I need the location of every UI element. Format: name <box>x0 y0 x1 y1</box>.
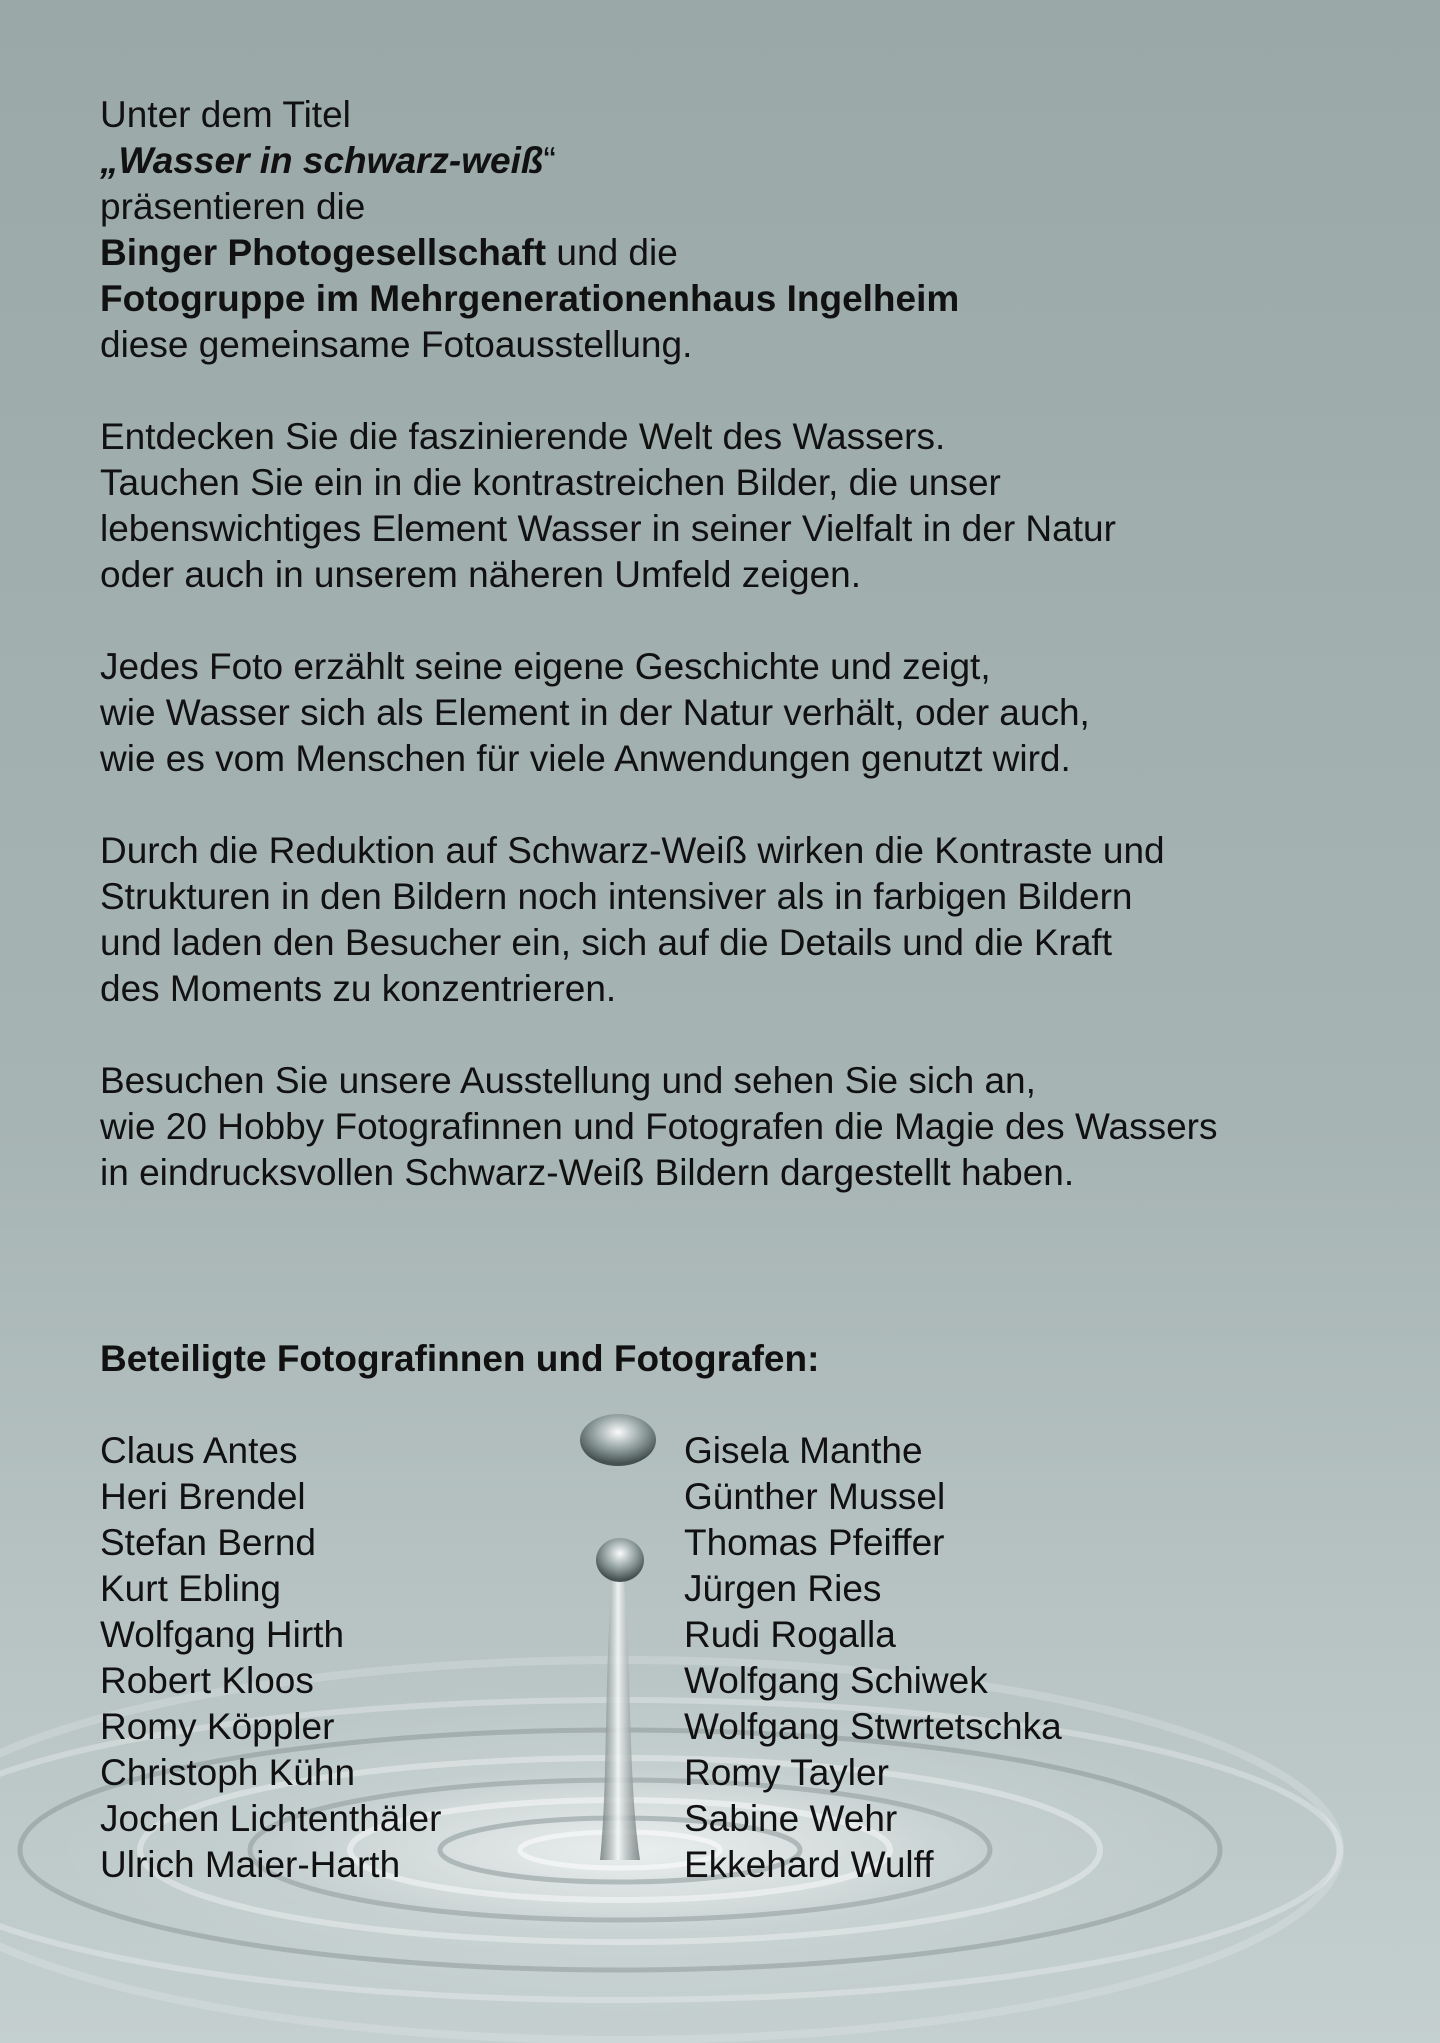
participant-name: Wolfgang Hirth <box>100 1614 345 1655</box>
paragraph-line: lebenswichtiges Element Wasser in seiner Vielfalt in der Natur <box>100 508 1116 549</box>
paragraph-line: Besuchen Sie unsere Ausstellung und sehen Sie sich an, <box>100 1060 1036 1101</box>
participant-name: Sabine Wehr <box>684 1798 898 1839</box>
paragraph-3 <box>100 828 1360 1012</box>
paragraph-line: Strukturen in den Bildern noch intensiver als in farbigen Bildern <box>100 876 1133 917</box>
participant-name: Jürgen Ries <box>684 1568 882 1609</box>
participant-name: Günther Mussel <box>684 1476 946 1517</box>
paragraph-line: Jedes Foto erzählt seine eigene Geschichte und zeigt, <box>100 646 991 687</box>
organizer-2: Fotogruppe im Mehrgenerationenhaus Ingelheim <box>100 278 960 319</box>
organizer-line <box>100 230 1360 276</box>
intro-line: Unter dem Titel <box>100 94 351 135</box>
paragraph-line: Tauchen Sie ein in die kontrastreichen Bilder, die unser <box>100 462 1001 503</box>
intro-block <box>100 92 1360 368</box>
paragraph-line: oder auch in unserem näheren Umfeld zeigen. <box>100 554 862 595</box>
intro-line: präsentieren die <box>100 186 366 227</box>
participant-name: Claus Antes <box>100 1430 298 1471</box>
participant-name: Ekkehard Wulff <box>684 1844 934 1885</box>
paragraph-2 <box>100 644 1360 782</box>
main-text <box>100 92 1360 1196</box>
participant-name: Romy Tayler <box>684 1752 889 1793</box>
participant-name: Heri Brendel <box>100 1476 306 1517</box>
participant-name: Stefan Bernd <box>100 1522 316 1563</box>
title-close-quote: “ <box>543 140 556 181</box>
participants-list-left <box>100 1428 441 1888</box>
paragraph-line: und laden den Besucher ein, sich auf die Details und die Kraft <box>100 922 1112 963</box>
paragraph-line: Durch die Reduktion auf Schwarz-Weiß wirken die Kontraste und <box>100 830 1165 871</box>
organizer-1: Binger Photogesellschaft <box>100 232 547 273</box>
participant-name: Wolfgang Schiwek <box>684 1660 988 1701</box>
participant-name: Kurt Ebling <box>100 1568 281 1609</box>
paragraph-4 <box>100 1058 1360 1196</box>
paragraph-line: Entdecken Sie die faszinierende Welt des Wassers. <box>100 416 946 457</box>
participant-name: Rudi Rogalla <box>684 1614 896 1655</box>
participant-name: Christoph Kühn <box>100 1752 356 1793</box>
paragraph-1 <box>100 414 1360 598</box>
participant-name: Robert Kloos <box>100 1660 314 1701</box>
participant-name: Romy Köppler <box>100 1706 335 1747</box>
paragraph-line: wie 20 Hobby Fotografinnen und Fotografen die Magie des Wassers <box>100 1106 1218 1147</box>
participants-heading: Beteiligte Fotografinnen und Fotografen: <box>100 1338 820 1379</box>
title-text: Wasser in schwarz-weiß <box>118 140 544 181</box>
title-open-quote: „ <box>100 140 119 181</box>
paragraph-line: des Moments zu konzentrieren. <box>100 968 617 1009</box>
participant-name: Ulrich Maier-Harth <box>100 1844 401 1885</box>
intro-line: diese gemeinsame Fotoausstellung. <box>100 324 693 365</box>
paragraph-line: wie es vom Menschen für viele Anwendungen genutzt wird. <box>100 738 1071 779</box>
paragraph-line: wie Wasser sich als Element in der Natur verhält, oder auch, <box>100 692 1090 733</box>
organizer-1-suffix: und die <box>546 232 678 273</box>
participant-name: Jochen Lichtenthäler <box>100 1798 442 1839</box>
paragraph-line: in eindrucksvollen Schwarz-Weiß Bildern dargestellt haben. <box>100 1152 1075 1193</box>
participants-list-right <box>684 1428 1062 1888</box>
participant-name: Thomas Pfeiffer <box>684 1522 945 1563</box>
participant-name: Gisela Manthe <box>684 1430 923 1471</box>
exhibition-title <box>100 138 1360 184</box>
participant-name: Wolfgang Stwrtetschka <box>684 1706 1062 1747</box>
